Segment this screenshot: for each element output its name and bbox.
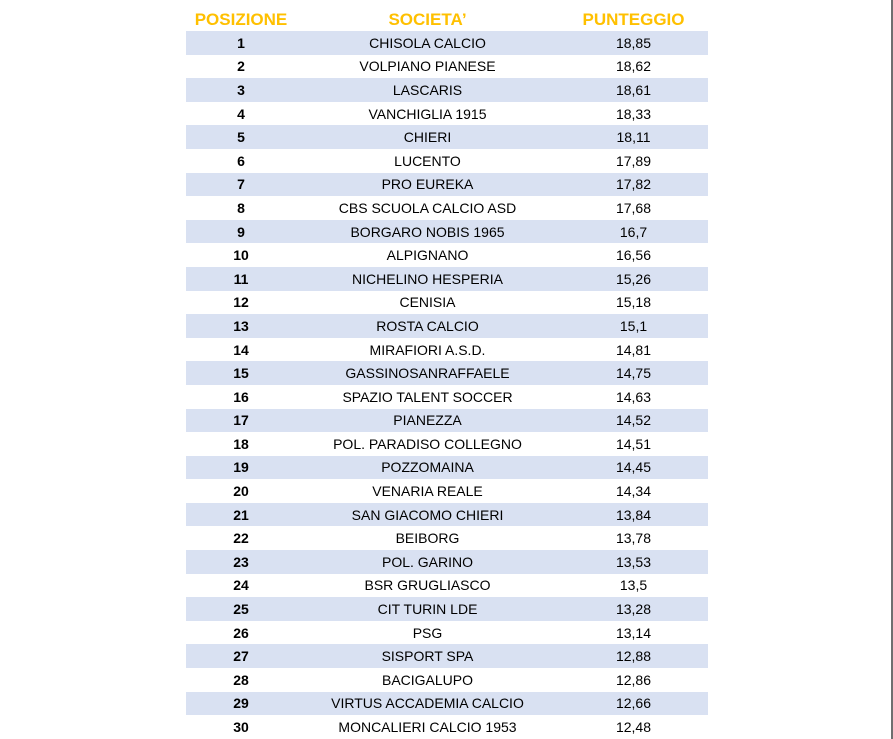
- club-cell: GASSINOSANRAFFAELE: [296, 361, 559, 385]
- table-row: [186, 173, 708, 197]
- position-cell: 8: [186, 196, 296, 220]
- position-cell: 27: [186, 644, 296, 668]
- header-score: PUNTEGGIO: [582, 9, 685, 29]
- table-row: [186, 668, 708, 692]
- score-cell: 14,75: [559, 361, 708, 385]
- club-cell: ROSTA CALCIO: [296, 314, 559, 338]
- position-cell: 30: [186, 715, 296, 739]
- header-club: SOCIETA’: [388, 9, 467, 29]
- position-cell: 17: [186, 409, 296, 433]
- position-cell: 3: [186, 78, 296, 102]
- position-cell: 10: [186, 243, 296, 267]
- table-row: [186, 149, 708, 173]
- table-row: [186, 314, 708, 338]
- club-cell: VENARIA REALE: [296, 479, 559, 503]
- position-cell: 19: [186, 456, 296, 480]
- ranking-table: [186, 8, 708, 739]
- score-cell: 13,5: [559, 574, 708, 598]
- table-row: [186, 692, 708, 716]
- position-cell: 23: [186, 550, 296, 574]
- score-cell: 18,11: [559, 125, 708, 149]
- club-cell: MONCALIERI CALCIO 1953: [296, 715, 559, 739]
- club-cell: VANCHIGLIA 1915: [296, 102, 559, 126]
- position-cell: 21: [186, 503, 296, 527]
- score-cell: 12,48: [559, 715, 708, 739]
- position-cell: 18: [186, 432, 296, 456]
- club-cell: SPAZIO TALENT SOCCER: [296, 385, 559, 409]
- score-cell: 12,86: [559, 668, 708, 692]
- position-cell: 13: [186, 314, 296, 338]
- table-row: [186, 291, 708, 315]
- table-row: [186, 243, 708, 267]
- score-cell: 15,1: [559, 314, 708, 338]
- score-cell: 15,26: [559, 267, 708, 291]
- club-cell: CHISOLA CALCIO: [296, 31, 559, 55]
- score-cell: 17,82: [559, 173, 708, 197]
- club-cell: BORGARO NOBIS 1965: [296, 220, 559, 244]
- score-cell: 14,34: [559, 479, 708, 503]
- table-row: [186, 621, 708, 645]
- score-cell: 12,66: [559, 692, 708, 716]
- score-cell: 15,18: [559, 291, 708, 315]
- table-row: [186, 267, 708, 291]
- club-cell: VOLPIANO PIANESE: [296, 55, 559, 79]
- score-cell: 13,14: [559, 621, 708, 645]
- position-cell: 26: [186, 621, 296, 645]
- club-cell: POL. PARADISO COLLEGNO: [296, 432, 559, 456]
- position-cell: 22: [186, 526, 296, 550]
- club-cell: PRO EUREKA: [296, 173, 559, 197]
- position-cell: 7: [186, 173, 296, 197]
- club-cell: BACIGALUPO: [296, 668, 559, 692]
- position-cell: 5: [186, 125, 296, 149]
- table-row: [186, 102, 708, 126]
- table-row: [186, 503, 708, 527]
- ranking-table-header: [186, 8, 708, 31]
- score-cell: 17,89: [559, 149, 708, 173]
- table-row: [186, 31, 708, 55]
- score-cell: 14,51: [559, 432, 708, 456]
- club-cell: PSG: [296, 621, 559, 645]
- position-cell: 20: [186, 479, 296, 503]
- table-row: [186, 220, 708, 244]
- table-row: [186, 125, 708, 149]
- table-row: [186, 715, 708, 739]
- club-cell: SISPORT SPA: [296, 644, 559, 668]
- table-row: [186, 385, 708, 409]
- club-cell: CIT TURIN LDE: [296, 597, 559, 621]
- score-cell: 13,78: [559, 526, 708, 550]
- position-cell: 24: [186, 574, 296, 598]
- club-cell: CENISIA: [296, 291, 559, 315]
- score-cell: 14,45: [559, 456, 708, 480]
- score-cell: 14,81: [559, 338, 708, 362]
- position-cell: 11: [186, 267, 296, 291]
- club-cell: BSR GRUGLIASCO: [296, 574, 559, 598]
- club-cell: VIRTUS ACCADEMIA CALCIO: [296, 692, 559, 716]
- club-cell: LUCENTO: [296, 149, 559, 173]
- header-position: POSIZIONE: [194, 9, 288, 29]
- club-cell: LASCARIS: [296, 78, 559, 102]
- score-cell: 13,28: [559, 597, 708, 621]
- score-cell: 18,61: [559, 78, 708, 102]
- score-cell: 18,85: [559, 31, 708, 55]
- table-row: [186, 78, 708, 102]
- position-cell: 14: [186, 338, 296, 362]
- table-row: [186, 479, 708, 503]
- position-cell: 9: [186, 220, 296, 244]
- score-cell: 18,33: [559, 102, 708, 126]
- position-cell: 16: [186, 385, 296, 409]
- table-row: [186, 550, 708, 574]
- club-cell: CBS SCUOLA CALCIO ASD: [296, 196, 559, 220]
- position-cell: 1: [186, 31, 296, 55]
- score-cell: 18,62: [559, 55, 708, 79]
- table-row: [186, 338, 708, 362]
- score-cell: 14,63: [559, 385, 708, 409]
- position-cell: 6: [186, 149, 296, 173]
- score-cell: 12,88: [559, 644, 708, 668]
- score-cell: 13,84: [559, 503, 708, 527]
- position-cell: 12: [186, 291, 296, 315]
- score-cell: 16,7: [559, 220, 708, 244]
- club-cell: SAN GIACOMO CHIERI: [296, 503, 559, 527]
- table-row: [186, 597, 708, 621]
- table-row: [186, 574, 708, 598]
- position-cell: 25: [186, 597, 296, 621]
- table-row: [186, 409, 708, 433]
- club-cell: POL. GARINO: [296, 550, 559, 574]
- score-cell: 17,68: [559, 196, 708, 220]
- table-row: [186, 196, 708, 220]
- score-cell: 14,52: [559, 409, 708, 433]
- header-row: [186, 8, 708, 31]
- table-row: [186, 432, 708, 456]
- score-cell: 16,56: [559, 243, 708, 267]
- club-cell: MIRAFIORI A.S.D.: [296, 338, 559, 362]
- score-cell: 13,53: [559, 550, 708, 574]
- position-cell: 15: [186, 361, 296, 385]
- club-cell: POZZOMAINA: [296, 456, 559, 480]
- position-cell: 4: [186, 102, 296, 126]
- position-cell: 28: [186, 668, 296, 692]
- table-row: [186, 361, 708, 385]
- table-row: [186, 456, 708, 480]
- position-cell: 2: [186, 55, 296, 79]
- table-row: [186, 526, 708, 550]
- club-cell: BEIBORG: [296, 526, 559, 550]
- club-cell: CHIERI: [296, 125, 559, 149]
- ranking-table-body: [186, 31, 708, 739]
- table-row: [186, 55, 708, 79]
- club-cell: PIANEZZA: [296, 409, 559, 433]
- position-cell: 29: [186, 692, 296, 716]
- club-cell: NICHELINO HESPERIA: [296, 267, 559, 291]
- table-row: [186, 644, 708, 668]
- club-cell: ALPIGNANO: [296, 243, 559, 267]
